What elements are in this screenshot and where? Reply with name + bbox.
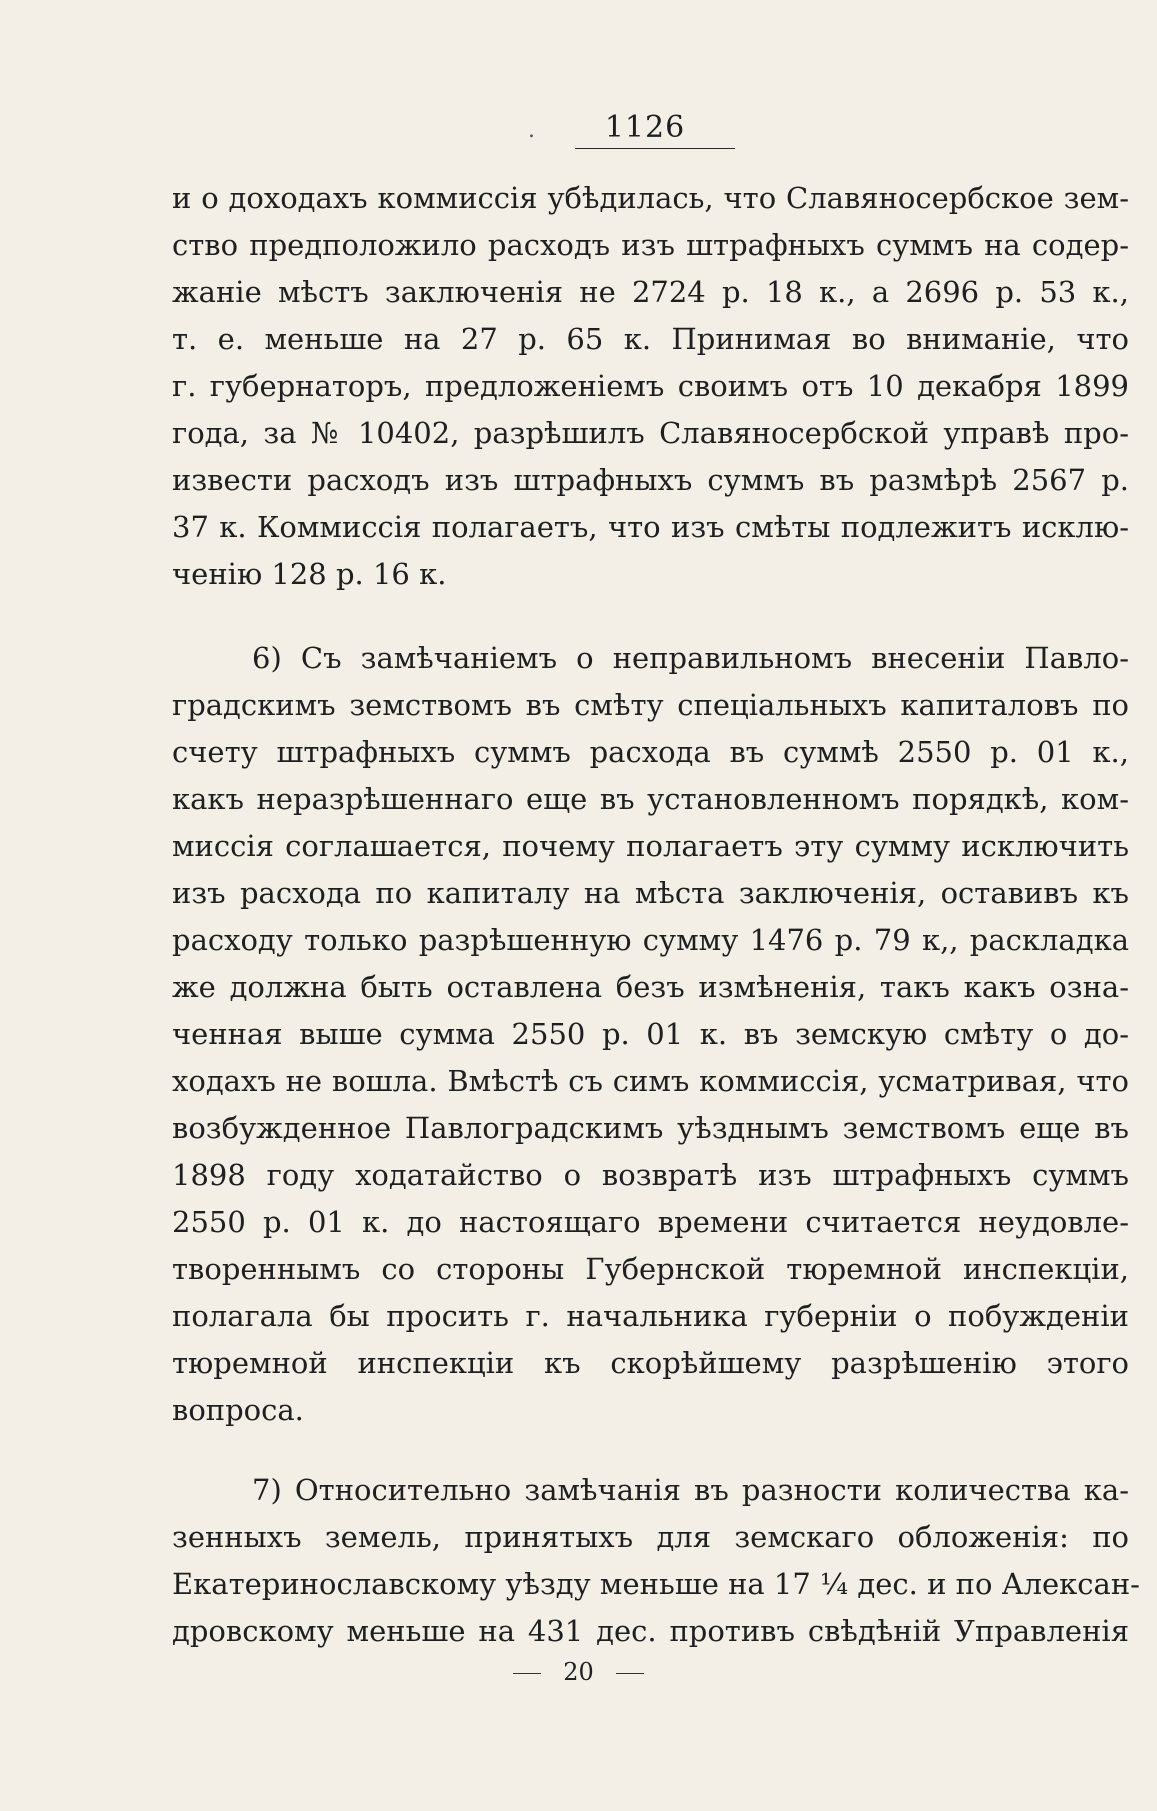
sheet-footer bbox=[0, 1658, 1157, 1686]
text-line: зенныхъ земель, принятыхъ для земскаго обложенія: по bbox=[172, 1520, 1129, 1554]
ink-dot: . bbox=[528, 118, 535, 143]
text-line: изъ расхода по капиталу на мѣста заключенія, оставивъ къ bbox=[172, 876, 1129, 910]
text-line: извести расходъ изъ штрафныхъ суммъ въ размѣрѣ 2567 р. bbox=[172, 463, 1129, 497]
text-line: градскимъ земствомъ въ смѣту спеціальныхъ капиталовъ по bbox=[172, 688, 1129, 722]
text-line: г. губернаторъ, предложеніемъ своимъ отъ 10 декабря 1899 bbox=[172, 369, 1129, 403]
text-line: счету штрафныхъ суммъ расхода въ суммѣ 2550 р. 01 к., bbox=[172, 735, 1129, 769]
page-number-underline bbox=[575, 148, 735, 149]
page-number: 1126 bbox=[604, 110, 686, 145]
text-line: же должна быть оставлена безъ измѣненія, такъ какъ озна- bbox=[172, 970, 1129, 1004]
text-line: миссія соглашается, почему полагаетъ эту сумму исключить bbox=[172, 829, 1129, 863]
text-line: полагала бы просить г. начальника губерніи о побужденіи bbox=[172, 1299, 1129, 1333]
text-line: возбужденное Павлоградскимъ уѣзднымъ земствомъ еще въ bbox=[172, 1111, 1129, 1145]
text-line: 1898 году ходатайство о возвратѣ изъ штрафныхъ суммъ bbox=[172, 1158, 1129, 1192]
text-line: ченная выше сумма 2550 р. 01 к. въ земскую смѣту о до- bbox=[172, 1017, 1129, 1051]
text-line: года, за № 10402, разрѣшилъ Славяносербской управѣ про- bbox=[172, 416, 1129, 450]
sheet-number: 20 bbox=[563, 1658, 594, 1686]
text-line: вопроса. bbox=[172, 1393, 304, 1427]
text-line: дровскому меньше на 431 дес. противъ свѣдѣній Управленія bbox=[172, 1614, 1129, 1648]
text-line: ходахъ не вошла. Вмѣстѣ съ симъ коммиссія, усматривая, что bbox=[172, 1064, 1129, 1098]
text-line: 7) Относительно замѣчанія въ разности количества ка- bbox=[252, 1473, 1129, 1507]
text-line: и о доходахъ коммиссія убѣдилась, что Славяносербское зем- bbox=[172, 181, 1129, 215]
text-line: т. е. меньше на 27 р. 65 к. Принимая во вниманіе, что bbox=[172, 322, 1129, 356]
text-line: 2550 р. 01 к. до настоящаго времени считается неудовле- bbox=[172, 1205, 1129, 1239]
footer-dash-left bbox=[513, 1673, 541, 1674]
text-line: ченію 128 р. 16 к. bbox=[172, 557, 447, 591]
text-line: твореннымъ со стороны Губернской тюремной инспекціи, bbox=[172, 1252, 1129, 1286]
text-line: 6) Съ замѣчаніемъ о неправильномъ внесеніи Павло- bbox=[252, 641, 1129, 675]
text-line: какъ неразрѣшеннаго еще въ установленномъ порядкѣ, ком- bbox=[172, 782, 1129, 816]
text-line: Екатеринославскому уѣзду меньше на 17 ¼ дес. и по Алексан- bbox=[172, 1567, 1140, 1601]
text-line: тюремной инспекціи къ скорѣйшему разрѣшенію этого bbox=[172, 1346, 1129, 1380]
text-line: 37 к. Коммиссія полагаетъ, что изъ смѣты подлежитъ исклю- bbox=[172, 510, 1129, 544]
footer-dash-right bbox=[616, 1673, 644, 1674]
text-line: жаніе мѣстъ заключенія не 2724 р. 18 к., а 2696 р. 53 к., bbox=[172, 275, 1129, 309]
text-line: расходу только разрѣшенную сумму 1476 р. 79 к,, раскладка bbox=[172, 923, 1129, 957]
text-line: ство предположило расходъ изъ штрафныхъ суммъ на содер- bbox=[172, 228, 1129, 262]
